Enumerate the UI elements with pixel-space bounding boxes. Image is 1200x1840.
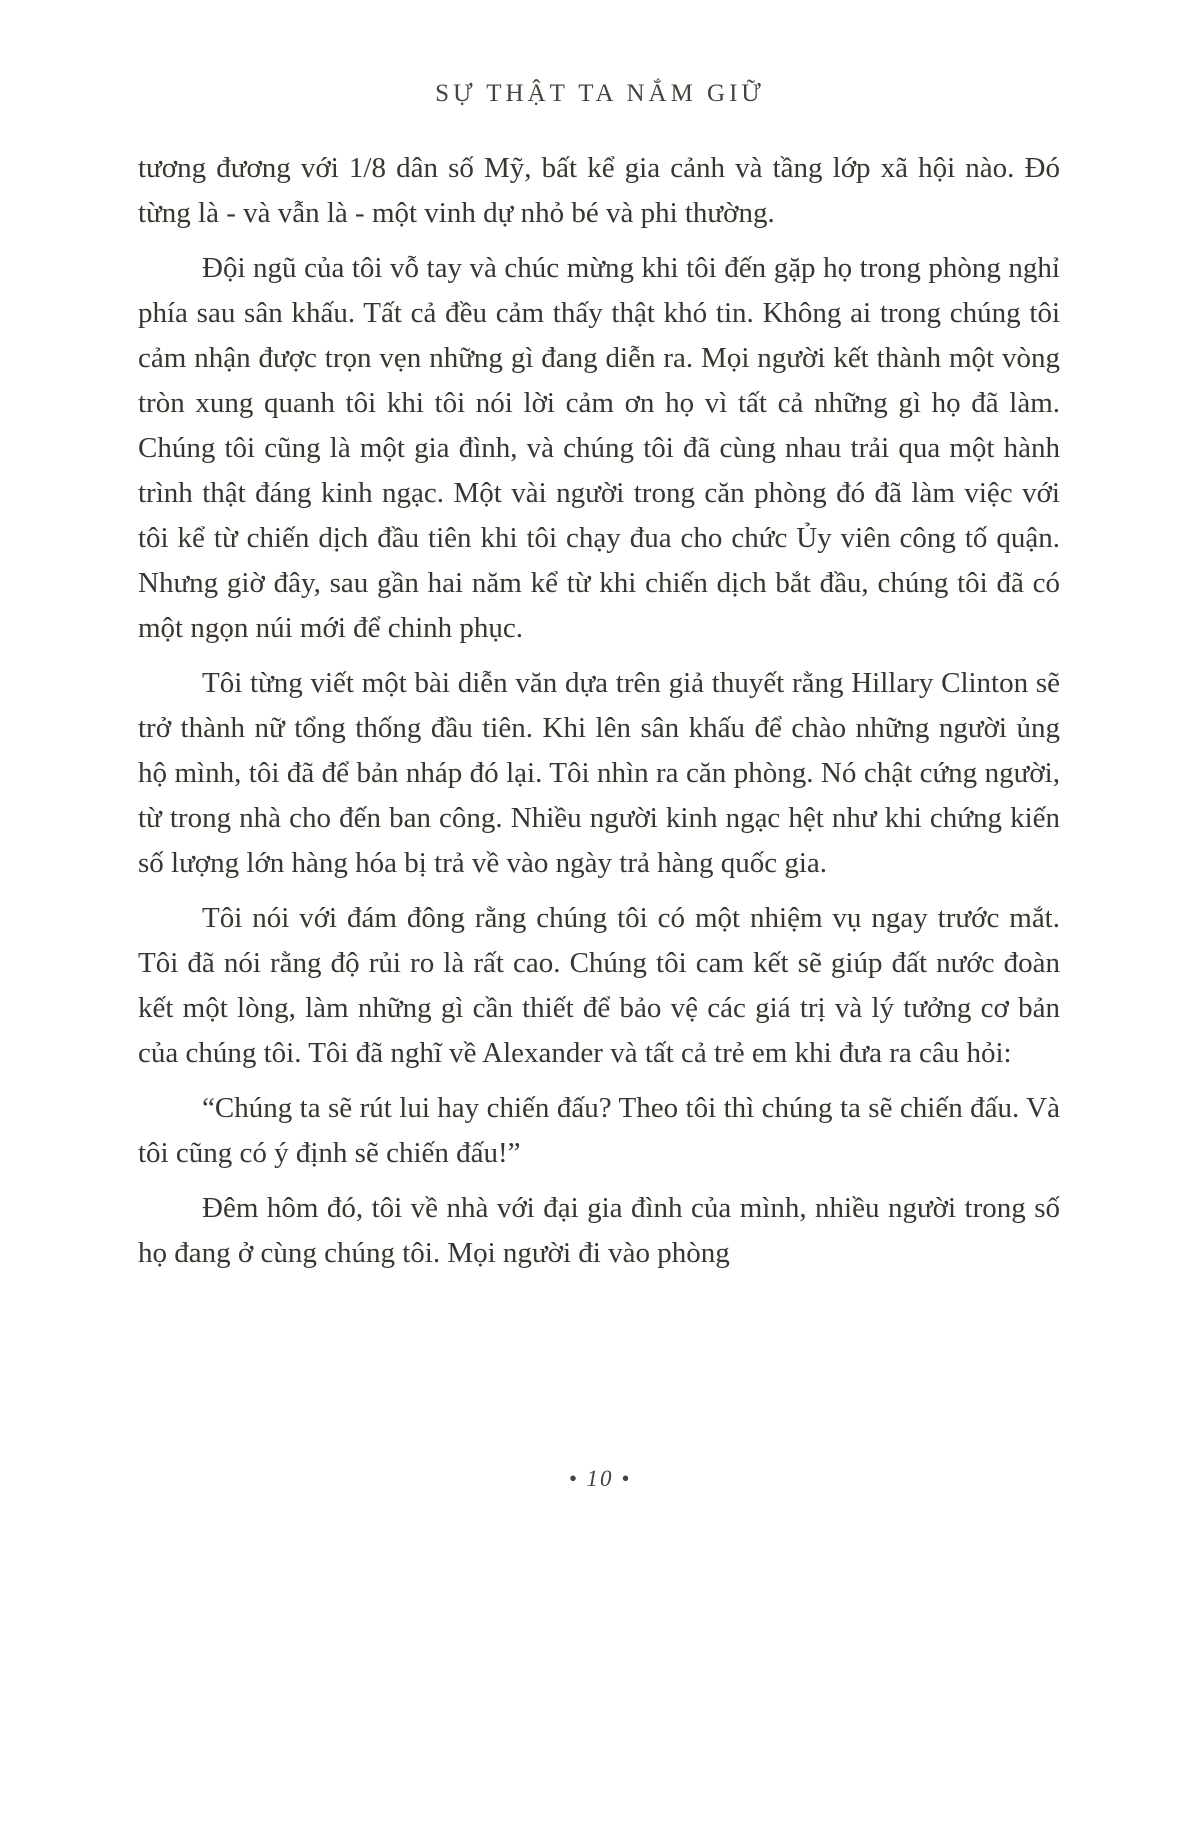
paragraph: Tôi nói với đám đông rằng chúng tôi có một nhiệm vụ ngay trước mắt. Tôi đã nói rằng độ rủi ro là rất cao. Chúng tôi cam kết sẽ giúp đất nước đoàn kết một lòng, làm những gì cần thiết để bảo vệ các giá trị và lý tưởng cơ bản của chúng tôi. Tôi đã nghĩ về Alexander và tất cả trẻ em khi đưa ra câu hỏi: bbox=[138, 902, 1060, 1069]
paragraph: Đội ngũ của tôi vỗ tay và chúc mừng khi tôi đến gặp họ trong phòng nghỉ phía sau sân khấu. Tất cả đều cảm thấy thật khó tin. Không ai trong chúng tôi cảm nhận được trọn vẹn những gì đang diễn ra. Mọi người kết thành một vòng tròn xung quanh tôi khi tôi nói lời cảm ơn họ vì tất cả những gì họ đã làm. Chúng tôi cũng là một gia đình, và chúng tôi đã cùng nhau trải qua một hành trình thật đáng kinh ngạc. Một vài người trong căn phòng đó đã làm việc với tôi kể từ chiến dịch đầu tiên khi tôi chạy đua cho chức Ủy viên công tố quận. Nhưng giờ đây, sau gần hai năm kể từ khi chiến dịch bắt đầu, chúng tôi đã có một ngọn núi mới để chinh phục. bbox=[138, 252, 1060, 644]
paragraph: “Chúng ta sẽ rút lui hay chiến đấu? Theo tôi thì chúng ta sẽ chiến đấu. Và tôi cũng có ý định sẽ chiến đấu!” bbox=[138, 1092, 1060, 1169]
page-number: • 10 • bbox=[568, 1466, 632, 1491]
paragraph: Tôi từng viết một bài diễn văn dựa trên giả thuyết rằng Hillary Clinton sẽ trở thành nữ tổng thống đầu tiên. Khi lên sân khấu để chào những người ủng hộ mình, tôi đã để bản nháp đó lại. Tôi nhìn ra căn phòng. Nó chật cứng người, từ trong nhà cho đến ban công. Nhiều người kinh ngạc hệt như khi chứng kiến số lượng lớn hàng hóa bị trả về vào ngày trả hàng quốc gia. bbox=[138, 667, 1060, 879]
paragraph: Đêm hôm đó, tôi về nhà với đại gia đình của mình, nhiều người trong số họ đang ở cùng chúng tôi. Mọi người đi vào phòng bbox=[138, 1192, 1060, 1269]
paragraph: tương đương với 1/8 dân số Mỹ, bất kể gia cảnh và tầng lớp xã hội nào. Đó từng là - và vẫn là - một vinh dự nhỏ bé và phi thường. bbox=[138, 152, 1060, 229]
page-body-text bbox=[138, 146, 1060, 1286]
running-header-title: SỰ THẬT TA NẮM GIỮ bbox=[435, 80, 765, 107]
